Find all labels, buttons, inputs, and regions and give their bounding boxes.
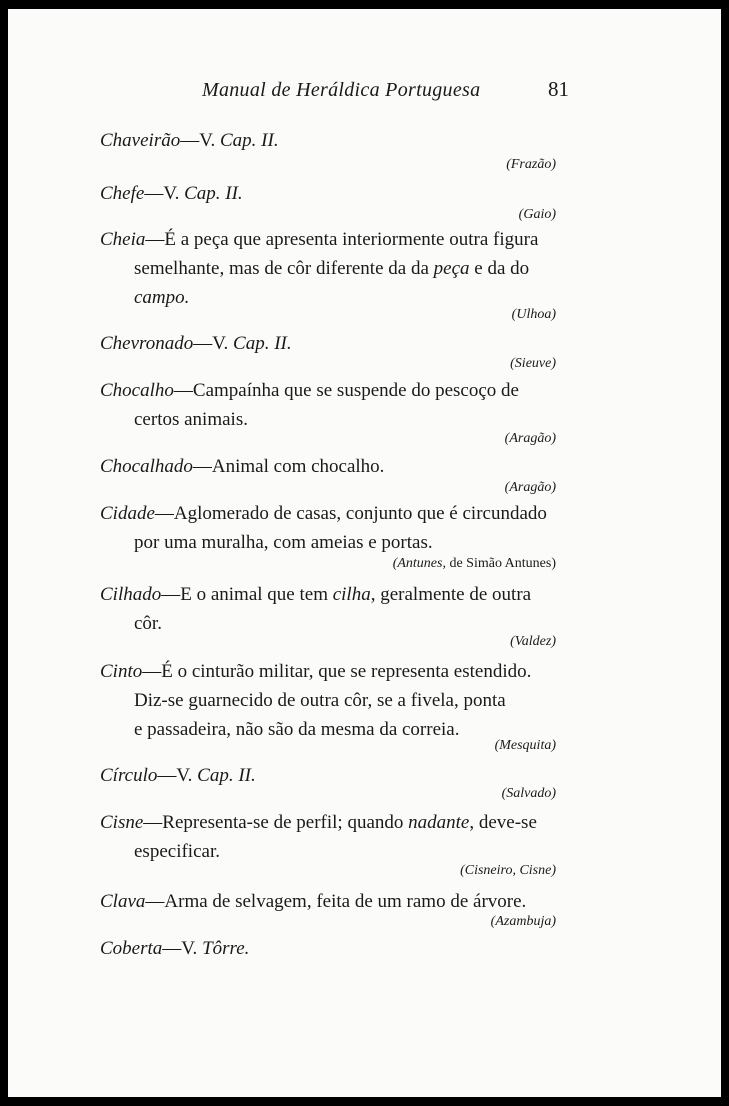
entry-source: (Sieuve) [510, 356, 556, 371]
entry-chocalhado: Chocalhado—Animal com chocalho. [100, 456, 385, 477]
entry-chaveirao: Chaveirão—V. Cap. II. [100, 130, 279, 151]
cross-reference: Cap. II. [184, 183, 243, 204]
entry-term: Clava [100, 891, 146, 912]
entry-cisne: Cisne—Representa-se de perfil; quando nadante, deve-se especificar. [100, 812, 537, 862]
entry-term: Chaveirão [100, 130, 181, 151]
entry-term: Chefe [100, 183, 145, 204]
entry-term: Cisne [100, 812, 144, 833]
entry-term: Cilhado [100, 584, 162, 605]
entry-chefe: Chefe—V. Cap. II. [100, 183, 243, 204]
entry-cinto: Cinto—É o cinturão militar, que se representa estendido. Diz-se guarnecido de outra côr, se a fivela, ponta e passadeira, não são da mesma da correia. [100, 661, 532, 740]
entry-source: (Valdez) [510, 634, 556, 649]
entry-cheia: Cheia—É a peça que apresenta interiormente outra figura semelhante, mas de côr diferente da da peça e da do campo. [100, 229, 539, 308]
entry-term: Chocalhado [100, 456, 193, 477]
cross-reference: Tôrre. [202, 938, 250, 959]
entry-source: (Cisneiro, Cisne) [460, 863, 556, 878]
entry-clava: Clava—Arma de selvagem, feita de um ramo de árvore. [100, 891, 527, 912]
entry-chocalho: Chocalho—Campaínha que se suspende do pescoço de certos animais. [100, 380, 519, 430]
entry-source: (Gaio) [518, 207, 556, 222]
entry-term: Cidade [100, 503, 155, 524]
entry-source: (Ulhoa) [511, 307, 556, 322]
entry-source: (Aragão) [504, 431, 556, 446]
entry-term: Chocalho [100, 380, 174, 401]
cross-reference: Cap. II. [220, 130, 279, 151]
entry-chevronado: Chevronado—V. Cap. II. [100, 333, 292, 354]
entry-term: Círculo [100, 765, 158, 786]
entry-circulo: Círculo—V. Cap. II. [100, 765, 256, 786]
entry-cidade: Cidade—Aglomerado de casas, conjunto que é circundado por uma muralha, com ameias e portas. [100, 503, 547, 553]
entry-term: Cheia [100, 229, 146, 250]
entry-term: Cinto [100, 661, 143, 682]
entry-source: (Aragão) [504, 480, 556, 495]
entry-term: Coberta [100, 938, 163, 959]
entry-source: (Frazão) [506, 157, 556, 172]
entry-cilhado: Cilhado—E o animal que tem cilha, geralmente de outra côr. [100, 584, 532, 634]
running-header-title: Manual de Heráldica Portuguesa [202, 79, 481, 101]
entry-source: (Mesquita) [494, 738, 556, 753]
entry-coberta: Coberta—V. Tôrre. [100, 938, 250, 959]
entry-source: (Salvado) [501, 786, 556, 801]
entry-source: (Azambuja) [490, 914, 556, 929]
cross-reference: Cap. II. [233, 333, 292, 354]
entry-term: Chevronado [100, 333, 194, 354]
document-page [8, 9, 721, 1097]
cross-reference: Cap. II. [197, 765, 256, 786]
page-number: 81 [548, 77, 569, 101]
entry-source: (Antunes, de Simão Antunes) [392, 556, 556, 571]
